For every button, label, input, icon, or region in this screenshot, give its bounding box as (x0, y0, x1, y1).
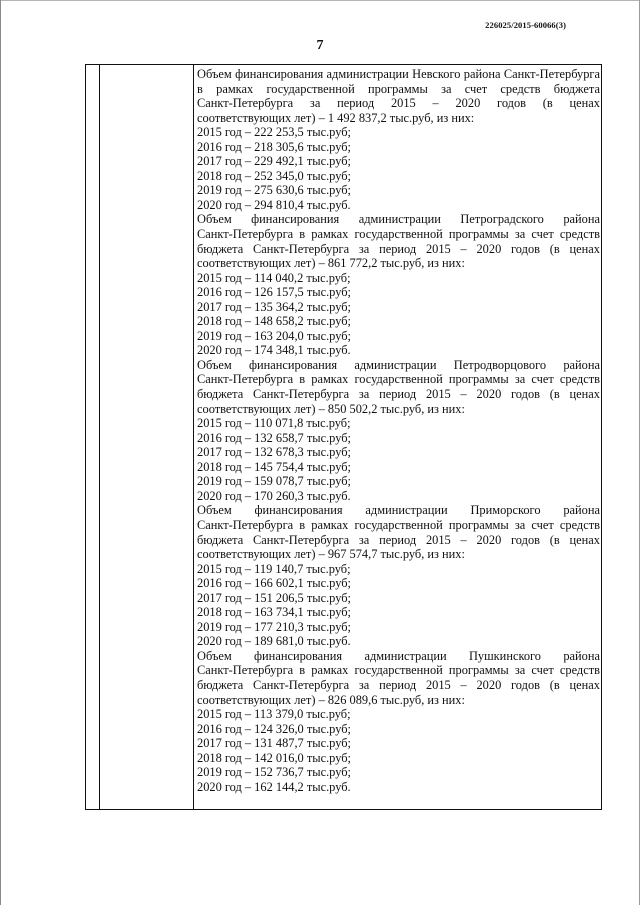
program-funding-table (85, 64, 602, 810)
text-line: Объем финансирования администрации Петродворцового района (197, 357, 600, 372)
text-line: бюджета Санкт-Петербурга за период 2015 – 2020 годов (в ценах (197, 387, 600, 402)
text-line: 2018 год – 163 734,1 тыс.руб; (197, 605, 351, 620)
text-line: 2020 год – 189 681,0 тыс.руб. (197, 634, 351, 649)
text-line: 2016 год – 126 157,5 тыс.руб; (197, 285, 351, 300)
page-edge-left (0, 0, 1, 905)
text-line: Санкт-Петербурга в рамках государственной программы за счет средств (197, 517, 600, 532)
text-line: 2017 год – 131 487,7 тыс.руб; (197, 736, 351, 751)
text-line: Санкт-Петербурга в рамках государственной программы за счет средств (197, 372, 600, 387)
text-line: 2018 год – 148 658,2 тыс.руб; (197, 314, 351, 329)
text-line: 2016 год – 218 305,6 тыс.руб; (197, 139, 351, 154)
text-line: 2020 год – 170 260,3 тыс.руб. (197, 488, 351, 503)
text-line: 2015 год – 222 253,5 тыс.руб; (197, 125, 351, 140)
text-line: соответствующих лет) – 861 772,2 тыс.руб, из них: (197, 256, 465, 271)
text-line: 2019 год – 159 078,7 тыс.руб; (197, 474, 351, 489)
text-line: 2020 год – 162 144,2 тыс.руб. (197, 779, 351, 794)
text-line: 2017 год – 135 364,2 тыс.руб; (197, 299, 351, 314)
text-line: 2020 год – 174 348,1 тыс.руб. (197, 343, 351, 358)
text-line: 2017 год – 132 678,3 тыс.руб; (197, 445, 351, 460)
table-column-divider (99, 65, 100, 809)
text-line: Объем финансирования администрации Петроградского района (197, 212, 600, 227)
text-line: 2015 год – 110 071,8 тыс.руб; (197, 416, 351, 431)
text-line: 2017 год – 151 206,5 тыс.руб; (197, 590, 351, 605)
text-line: Санкт-Петербурга за период 2015 – 2020 годов (в ценах (197, 96, 600, 111)
text-line: Объем финансирования администрации Приморского района (197, 503, 600, 518)
text-line: 2019 год – 177 210,3 тыс.руб; (197, 619, 351, 634)
funding-text-cell (197, 67, 600, 794)
text-line: 2015 год – 113 379,0 тыс.руб; (197, 707, 351, 722)
text-line: бюджета Санкт-Петербурга за период 2015 – 2020 годов (в ценах (197, 532, 600, 547)
text-line: соответствующих лет) – 850 502,2 тыс.руб, из них: (197, 401, 465, 416)
text-line: 2016 год – 132 658,7 тыс.руб; (197, 430, 351, 445)
text-line: 2019 год – 275 630,6 тыс.руб; (197, 183, 351, 198)
text-line: Объем финансирования администрации Пушкинского района (197, 648, 600, 663)
text-line: 2018 год – 145 754,4 тыс.руб; (197, 459, 351, 474)
text-line: бюджета Санкт-Петербурга за период 2015 – 2020 годов (в ценах (197, 677, 600, 692)
text-line: 2019 год – 163 204,0 тыс.руб; (197, 328, 351, 343)
text-line: 2016 год – 166 602,1 тыс.руб; (197, 576, 351, 591)
page-edge-top (0, 0, 640, 1)
text-line: 2018 год – 142 016,0 тыс.руб; (197, 750, 351, 765)
text-line: 2015 год – 119 140,7 тыс.руб; (197, 561, 351, 576)
text-line: 2015 год – 114 040,2 тыс.руб; (197, 270, 351, 285)
text-line: соответствующих лет) – 967 574,7 тыс.руб, из них: (197, 547, 465, 562)
text-line: Санкт-Петербурга в рамках государственной программы за счет средств (197, 227, 600, 242)
text-line: Санкт-Петербурга в рамках государственной программы за счет средств (197, 663, 600, 678)
text-line: 2016 год – 124 326,0 тыс.руб; (197, 721, 351, 736)
page-number: 7 (316, 38, 324, 53)
text-line: Объем финансирования администрации Невского района Санкт-Петербурга (197, 67, 600, 81)
text-line: 2017 год – 229 492,1 тыс.руб; (197, 154, 351, 169)
document-code: 226025/2015-60066(3) (485, 20, 566, 30)
text-line: 2019 год – 152 736,7 тыс.руб; (197, 765, 351, 780)
text-line: бюджета Санкт-Петербурга за период 2015 – 2020 годов (в ценах (197, 241, 600, 256)
text-line: 2018 год – 252 345,0 тыс.руб; (197, 168, 351, 183)
text-line: соответствующих лет) – 1 492 837,2 тыс.руб, из них: (197, 110, 475, 125)
table-column-divider (193, 65, 194, 809)
text-line: в рамках государственной программы за счет средств бюджета (197, 81, 600, 96)
text-line: соответствующих лет) – 826 089,6 тыс.руб, из них: (197, 692, 465, 707)
text-line: 2020 год – 294 810,4 тыс.руб. (197, 197, 351, 212)
